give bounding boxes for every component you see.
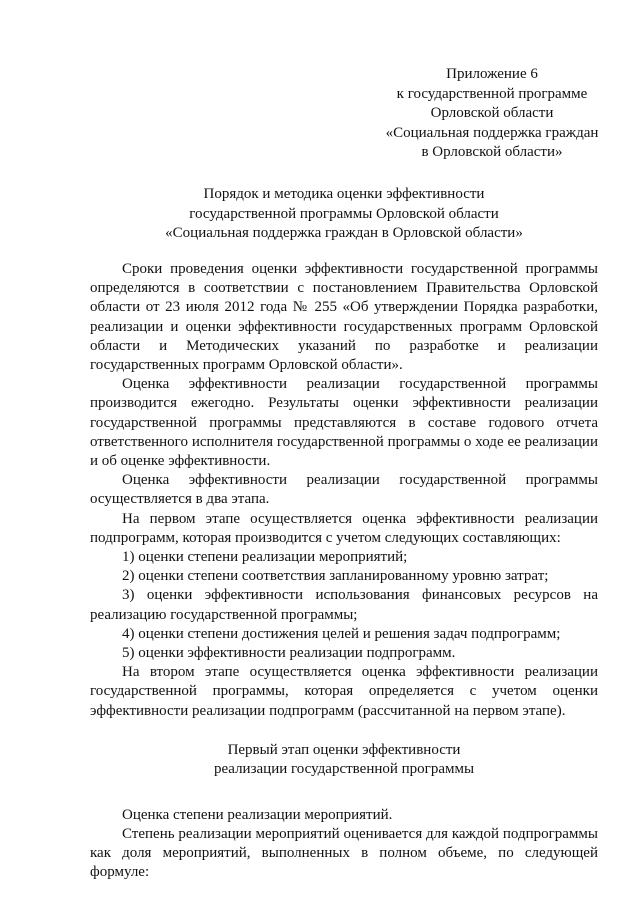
appendix-line: к государственной программе [396, 85, 588, 102]
section-heading-line: Первый этап оценки эффективности [227, 741, 461, 758]
title-line: Порядок и методика оценки эффективности [203, 186, 485, 202]
paragraph: Сроки проведения оценки эффективности государственной программы определяются в соответствии с постановлением Правительства Орловской области от 23 июля 2012 года № 255 «Об утверждении Порядка разработки, реализации и оценки эффективности государственных программ Орловской области и Методических указаний по разработке и реализации государственных программ Орловской области». [90, 261, 598, 374]
appendix-line: Орловской области [430, 105, 554, 121]
paragraph: Оценка эффективности реализации государственной программы осуществляется в два этапа. [90, 472, 598, 508]
paragraph: На втором этапе осуществляется оценка эффективности реализации государственной программы, которая определяется с учетом оценки эффективности реализации подпрограмм (рассчитанной на первом этапе). [90, 664, 598, 719]
list-item: 1) оценки степени реализации мероприятий; [122, 549, 408, 566]
list-item: 4) оценки степени достижения целей и решения задач подпрограмм; [122, 625, 561, 642]
appendix-line: «Социальная поддержка граждан [385, 124, 599, 141]
paragraph: Оценка эффективности реализации государственной программы производится ежегодно. Результаты оценки эффективности реализации государственной программы представляются в составе годового отчета ответственного исполнителя государственной программы о ходе ее реализации и об оценке эффективности. [90, 376, 598, 470]
list-item: 2) оценки степени соответствия запланированному уровню затрат; [122, 568, 549, 585]
document-body [90, 260, 598, 883]
paragraph: Степень реализации мероприятий оценивается для каждой подпрограммы как доля мероприятий, выполненных в полном объеме, по следующей формуле: [90, 826, 598, 881]
list-item: 3) оценки эффективности использования финансовых ресурсов на реализацию государственной программы; [90, 587, 598, 623]
document-title [90, 185, 598, 244]
appendix-line: в Орловской области» [421, 144, 563, 160]
appendix-line: Приложение 6 [446, 66, 538, 82]
title-line: «Социальная поддержка граждан в Орловской области» [165, 225, 523, 241]
section-heading [90, 741, 598, 780]
title-line: государственной программы Орловской области [189, 205, 499, 222]
section-heading-line: реализации государственной программы [213, 761, 475, 778]
list-item: 5) оценки эффективности реализации подпрограмм. [122, 645, 456, 662]
appendix-header [384, 65, 600, 163]
paragraph: На первом этапе осуществляется оценка эффективности реализации подпрограмм, которая производится с учетом следующих составляющих: [90, 510, 598, 546]
paragraph: Оценка степени реализации мероприятий. [122, 806, 393, 823]
